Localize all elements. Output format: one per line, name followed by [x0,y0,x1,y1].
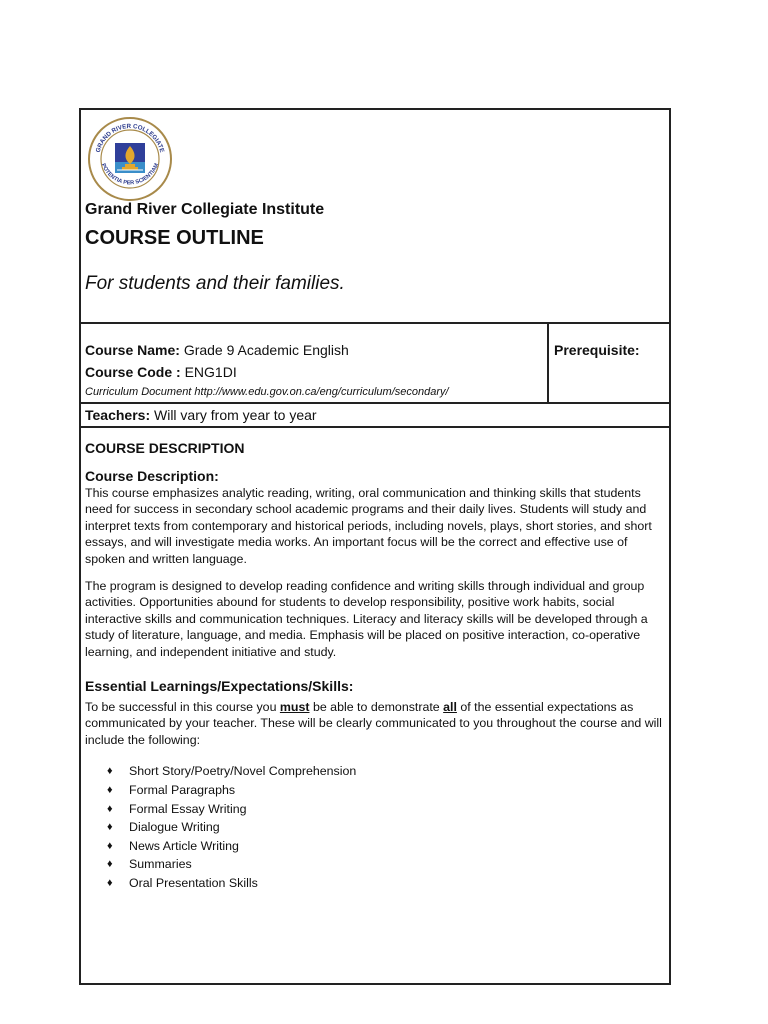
teachers-label: Teachers: [85,407,151,423]
list-item: ♦ Formal Essay Writing [107,800,665,819]
must-emphasis: must [279,699,310,714]
prerequisite-label: Prerequisite: [554,342,640,358]
course-details-cell [81,324,549,402]
school-crest-logo [87,116,173,202]
svg-text:POTENTIA PER SCIENTIAM: POTENTIA PER SCIENTIAM [99,162,161,187]
description-paragraph-1: This course emphasizes analytic reading, writing, oral communication and thinking skills that students need for success in secondary school academic programs and their daily lives. Students will study and interpret texts from contemporary and historical periods, including novels, plays, short stories, and short essays, and will investigate media works. An important focus will be the correct and effective use of spoken and written language. [85,485,652,566]
description-subtitle: Course Description: [85,467,219,484]
all-emphasis: all [443,699,457,714]
diamond-bullet-icon: ♦ [107,821,113,834]
header-section [81,110,669,324]
tagline: For students and their families. [85,273,345,294]
school-name: Grand River Collegiate Institute [85,201,325,218]
course-name-label: Course Name: [85,342,180,358]
course-code-value: ENG1DI [184,364,237,380]
diamond-bullet-icon: ♦ [107,802,113,815]
teachers-row [85,407,317,423]
teachers-value: Will vary from year to year [154,407,317,423]
course-name-value: Grade 9 Academic English [183,342,349,358]
diamond-bullet-icon: ♦ [107,858,113,871]
diamond-bullet-icon: ♦ [107,765,113,778]
list-item: ♦ Formal Paragraphs [107,781,665,800]
essentials-title: Essential Learnings/Expectations/Skills: [85,677,354,694]
list-item: ♦ News Article Writing [107,837,665,856]
list-item: ♦ Short Story/Poetry/Novel Comprehension [107,762,665,781]
course-code-label: Course Code : [85,364,181,380]
curriculum-document-link[interactable]: Curriculum Document http://www.edu.gov.on.ca/eng/curriculum/secondary/ [85,386,449,398]
diamond-bullet-icon: ♦ [107,783,113,796]
diamond-bullet-icon: ♦ [107,839,113,852]
svg-text:GRAND RIVER COLLEGIATE: GRAND RIVER COLLEGIATE [94,122,166,154]
course-outline-frame [79,108,671,985]
teachers-section [81,404,669,428]
document-title: COURSE OUTLINE [85,227,264,249]
section-title: COURSE DESCRIPTION [85,440,245,456]
skills-list [85,762,665,892]
list-item: ♦ Dialogue Writing [107,818,665,837]
list-item: ♦ Oral Presentation Skills [107,874,665,893]
course-name-row [85,342,349,358]
description-paragraph-2: The program is designed to develop reading confidence and writing skills through individual and group activities. Opportunities abound for students to develop responsibility, positive work habits, social interactive skills and communication techniques. Literacy and literacy skills will be developed through a study of literature, language, and media. Emphasis will be placed on positive interaction, co-operative learning, and independent initiative and study. [85,578,648,659]
essentials-intro: To be successful in this course you must be able to demonstrate all of the essential expectations as communicated by your teacher. These will be clearly communicated to you throughout the course and will include the following: [85,699,662,747]
course-description-section [85,440,665,892]
course-code-row [85,364,237,380]
diamond-bullet-icon: ♦ [107,876,113,889]
list-item: ♦ Summaries [107,855,665,874]
course-info-section [81,324,669,404]
